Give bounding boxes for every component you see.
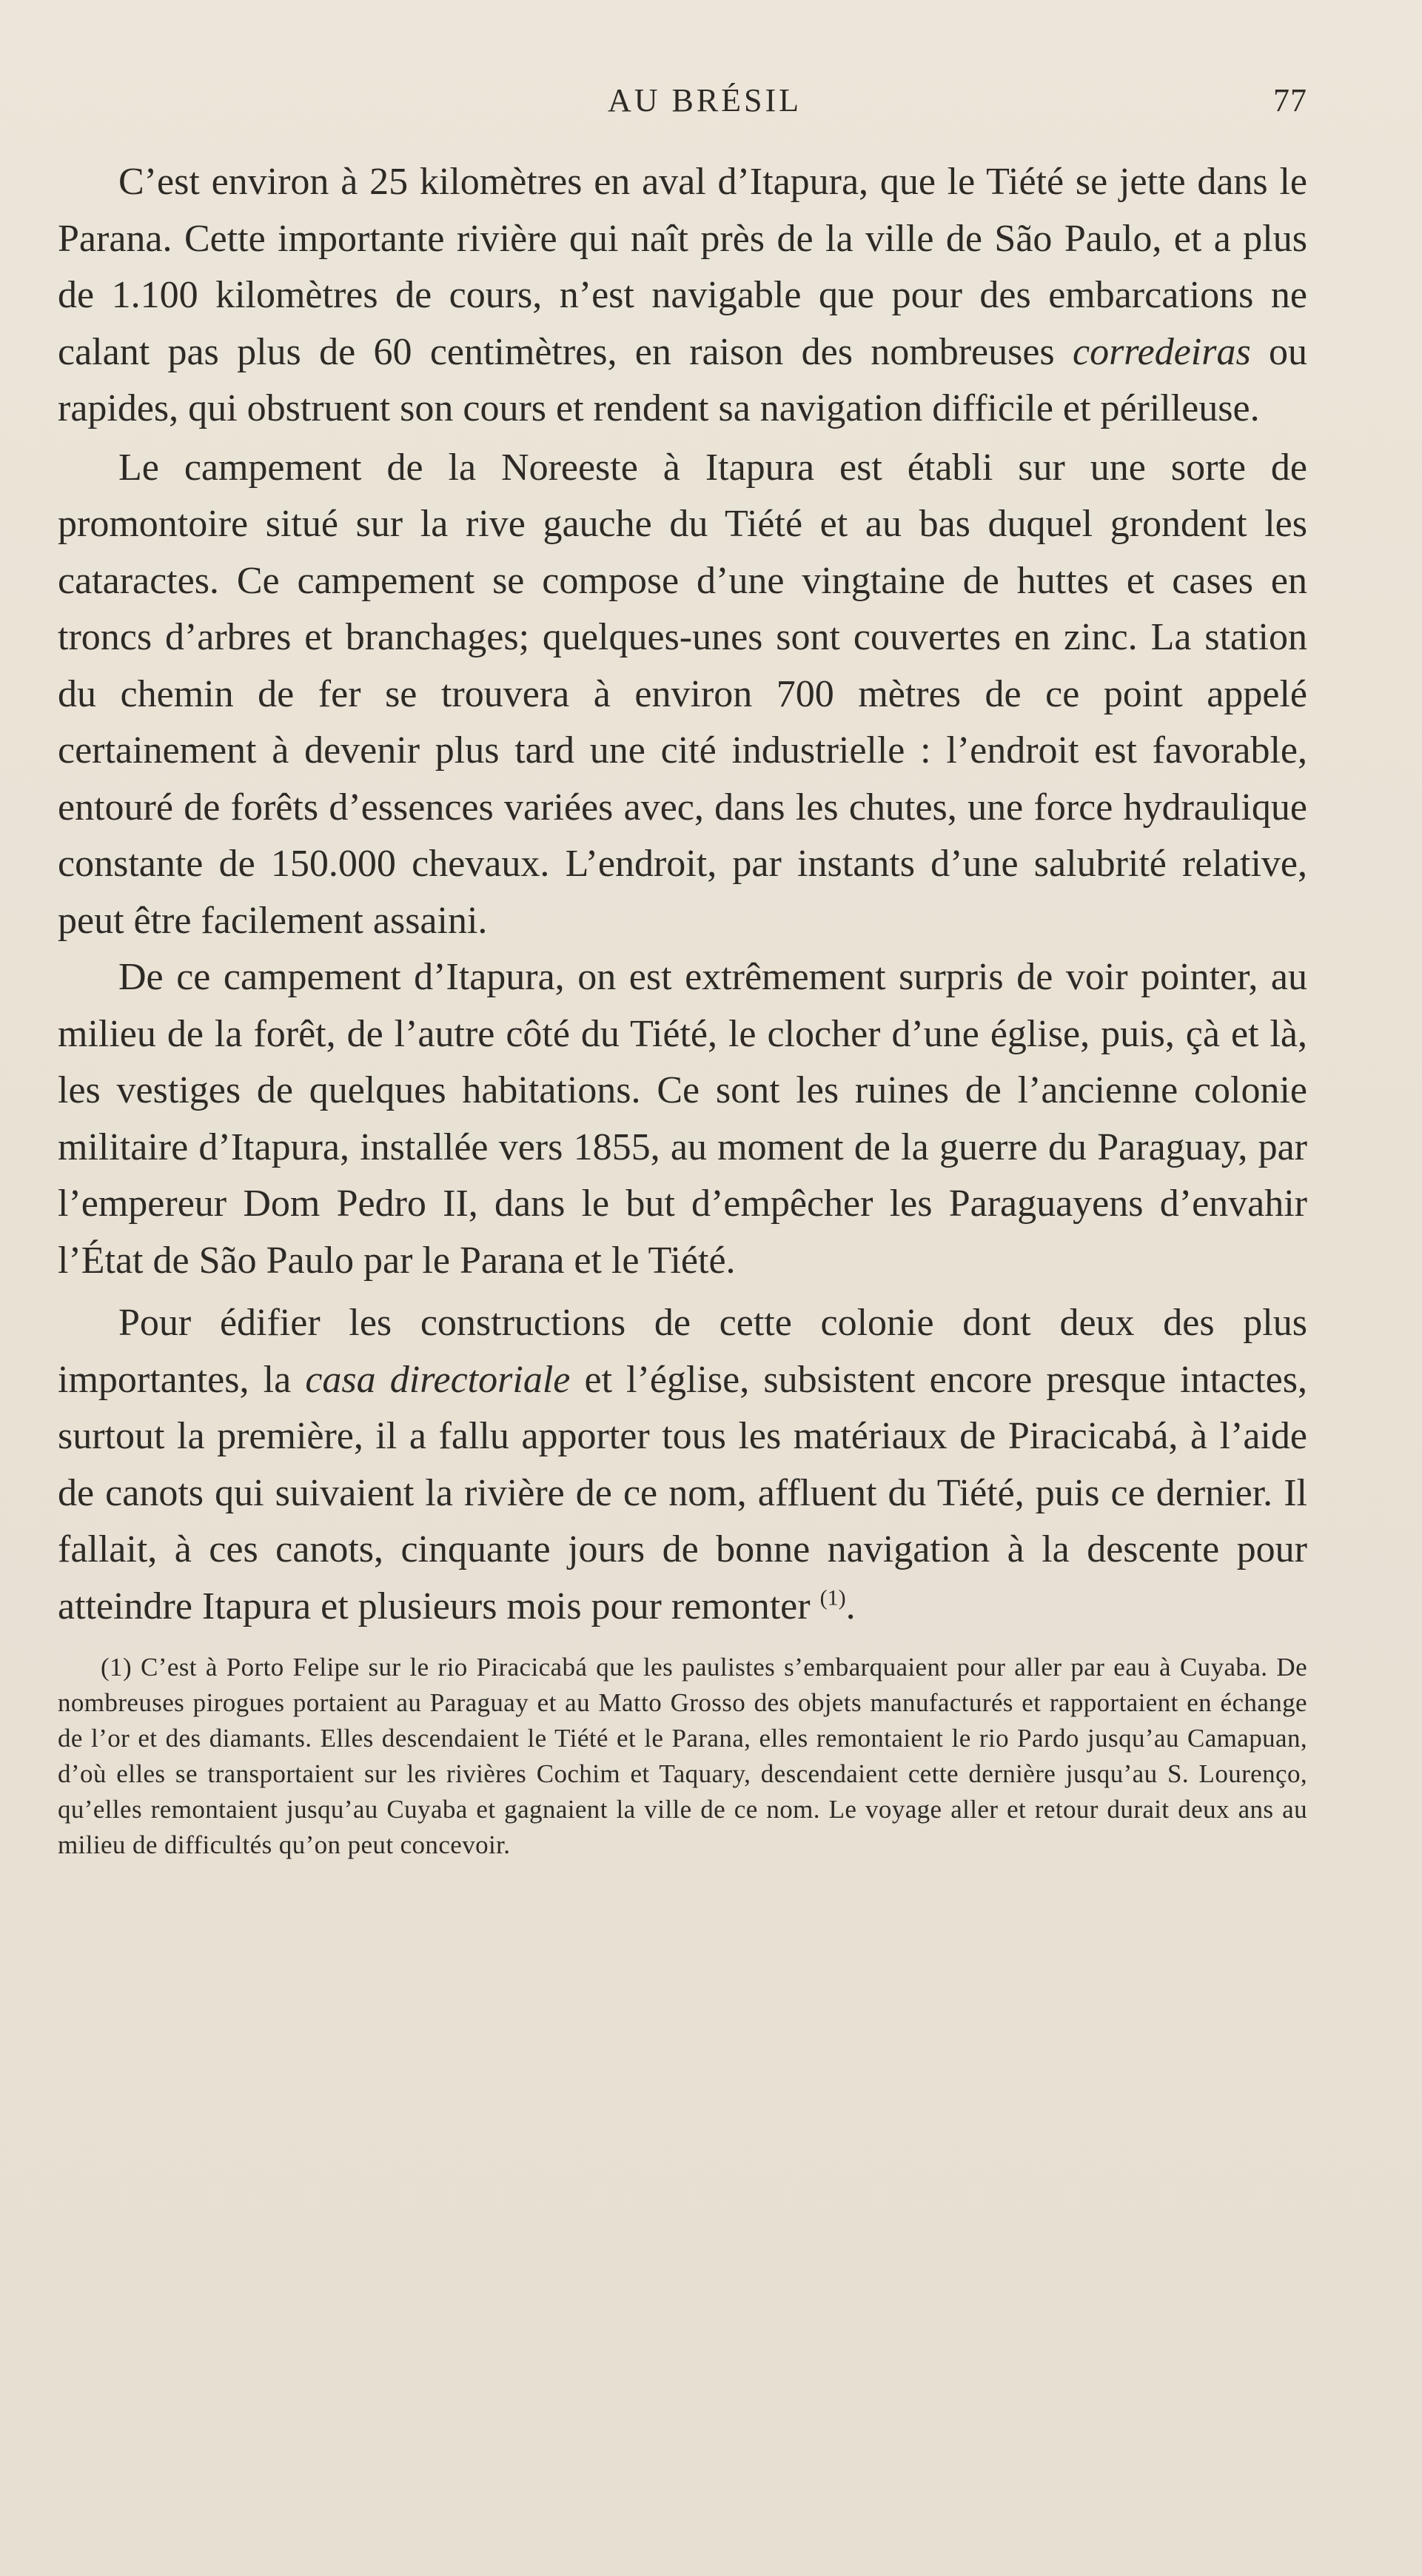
paragraph-4-text-end: et l’église, subsistent encore presque intactes, surtout la première, il a fallu apporter tous les matériaux de Piracicabá, à l’aide de canots qui suivaient la rivière de ce nom, affluent du Tiété, puis ce dernier. Il fallait, à ces canots, cinquante jours de bonne navigation à la descente pour atteindre Itapura et plusieurs mois pour remonter <box>58 1358 1307 1627</box>
running-title: AU BRÉSIL <box>607 82 802 118</box>
page-header <box>58 81 1307 126</box>
paragraph-4-italic-term: casa directoriale <box>305 1358 571 1401</box>
paragraph-2: Le campement de la Noreeste à Itapura est établi sur une sorte de promontoire situé sur la rive gauche du Tiété et au bas duquel grondent les cataractes. Ce campement se compose d’une vingtaine de huttes et cases en troncs d’arbres et branchages; quelques-unes sont couvertes en zinc. La station du chemin de fer se trouvera à environ 700 mètres de ce point appelé certainement à devenir plus tard une cité industrielle : l’endroit est favorable, entouré de forêts d’essences variées avec, dans les chutes, une force hydraulique constante de 150.000 chevaux. L’endroit, par instants d’une salubrité relative, peut être facilement assaini. <box>58 446 1307 942</box>
paragraph-1-text-end: ou rapides, qui obstruent son cours et rendent sa navigation difficile et périlleuse. <box>58 330 1308 429</box>
paragraph-4-final-punctuation: . <box>845 1585 856 1627</box>
footnote-text: C’est à Porto Felipe sur le rio Piracicabá que les paulistes s’embarquaient pour aller par eau à Cuyaba. De nombreuses pirogues portaient au Paraguay et au Matto Grosso des objets manufacturés et rapportaient en échange de l’or et des diamants. Elles descendaient le Tiété et le Parana, elles remontaient le rio Pardo jusqu’au Camapuan, d’où elles se transportaient sur les rivières Cochim et Taquary, descendaient cette dernière jusqu’au S. Lourenço, qu’elles remontaient jusqu’au Cuyaba et gagnaient la ville de ce nom. Le voyage aller et retour durait deux ans au milieu de difficultés qu’on peut concevoir. <box>58 1653 1308 1859</box>
footnote <box>58 1650 1307 1863</box>
footnote-marker: (1) <box>101 1653 133 1682</box>
paragraph-1-text-start: C’est environ à 25 kilomètres en aval d’Itapura, que le Tiété se jette dans le Parana. Cette importante rivière qui naît près de la ville de São Paulo, et a plus de 1.100 kilomètres de cours, n’est navigable que pour des embarcations ne calant pas plus de 60 centimètres, en raison des nombreuses <box>58 161 1307 373</box>
page-number: 77 <box>1273 82 1307 118</box>
paragraph-3: De ce campement d’Itapura, on est extrêmement surpris de voir pointer, au milieu de la forêt, de l’autre côté du Tiété, le clocher d’une église, puis, çà et là, les vestiges de quelques habitations. Ce sont les ruines de l’ancienne colonie militaire d’Itapura, installée vers 1855, au moment de la guerre du Paraguay, par l’empereur Dom Pedro II, dans le but d’empêcher les Paraguayens d’envahir l’État de São Paulo par le Parana et le Tiété. <box>58 956 1307 1282</box>
paragraph-4 <box>58 1295 1307 1635</box>
paragraph-1-italic-term: corredeiras <box>1072 330 1251 373</box>
paragraph-4-text-start: Pour édifier les constructions de cette colonie dont deux des plus importantes, la <box>58 1302 1307 1401</box>
paragraph-1 <box>58 154 1307 438</box>
body-text <box>58 154 1307 1635</box>
footnote-reference[interactable]: (1) <box>819 1585 846 1610</box>
